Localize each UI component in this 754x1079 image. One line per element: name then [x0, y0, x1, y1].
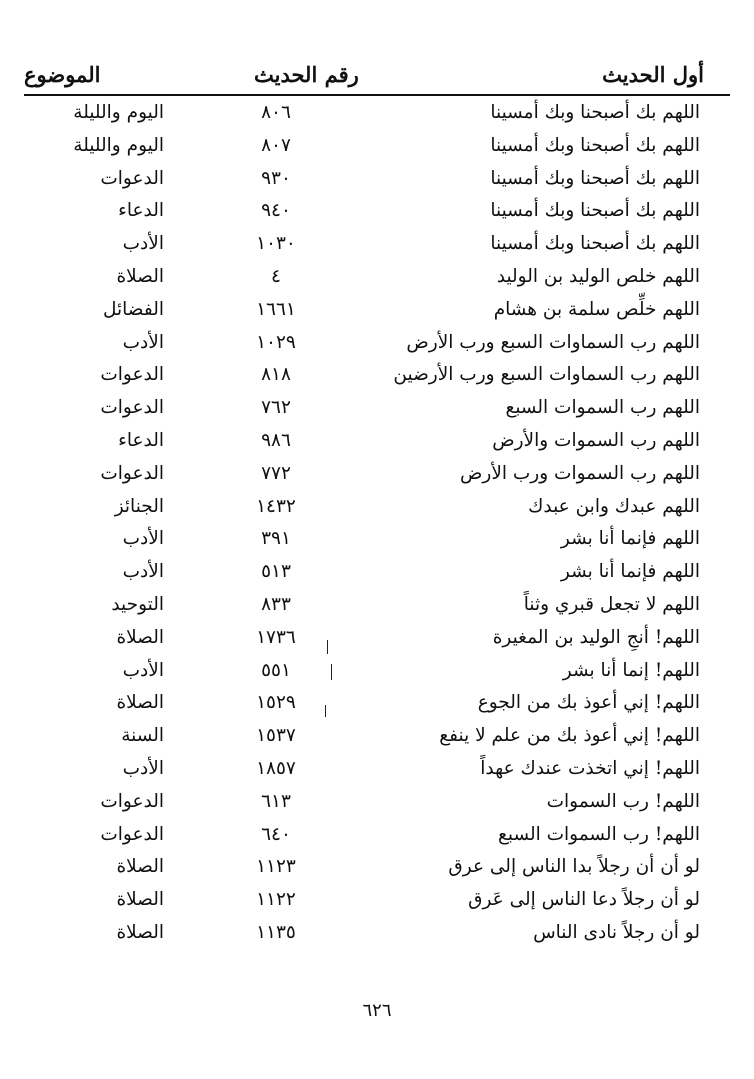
hadith-subject: الصلاة [116, 692, 164, 714]
hadith-number: ٨١٨ [261, 364, 291, 386]
table-row [0, 330, 754, 363]
hadith-subject: الدعوات [100, 167, 164, 189]
scan-mark [331, 664, 332, 680]
header-number: رقم الحديث [254, 62, 359, 87]
hadith-first: اللهم فإنما أنا بشر [560, 528, 700, 550]
hadith-subject: الأدب [122, 331, 164, 353]
scan-mark [325, 705, 326, 717]
hadith-number: ٨٣٣ [261, 593, 291, 615]
table-row [0, 920, 754, 953]
hadith-first: اللهم! إني أعوذ بك من علم لا ينفع [439, 725, 700, 747]
table-row [0, 822, 754, 855]
hadith-subject: الصلاة [116, 921, 164, 943]
hadith-subject: الدعاء [118, 200, 164, 222]
hadith-number: ٨٠٧ [261, 134, 291, 156]
hadith-first: اللهم رب السموات السبع [505, 397, 700, 419]
hadith-subject: الصلاة [116, 265, 164, 287]
table-row [0, 428, 754, 461]
hadith-first: اللهم بك أصبحنا وبك أمسينا [490, 102, 700, 123]
table-row [0, 789, 754, 822]
table-row [0, 133, 754, 166]
table-row [0, 559, 754, 592]
hadith-number: ١١٣٥ [256, 921, 296, 943]
table-row [0, 494, 754, 527]
table-header [24, 60, 730, 96]
table-row [0, 887, 754, 920]
hadith-first: لو أن رجلاً دعا الناس إلى عَرق [468, 889, 700, 911]
hadith-number: ٤ [271, 265, 281, 287]
hadith-first: لو أن رجلاً نادى الناس [533, 921, 700, 943]
hadith-subject: الصلاة [116, 626, 164, 648]
scan-mark [327, 640, 328, 654]
hadith-first: اللهم بك أصبحنا وبك أمسينا [490, 167, 700, 189]
hadith-number: ٦١٣ [261, 790, 291, 812]
hadith-first: اللهم لا تجعل قبري وثناً [523, 593, 700, 615]
table-row [0, 100, 754, 133]
hadith-first: اللهم عبدك وابن عبدك [528, 495, 700, 517]
hadith-number: ١٥٣٧ [256, 725, 296, 747]
table-row [0, 690, 754, 723]
hadith-subject: الجنائز [114, 495, 164, 517]
table-row [0, 166, 754, 199]
hadith-number: ١٥٢٩ [256, 692, 296, 714]
hadith-first: اللهم فإنما أنا بشر [560, 561, 700, 583]
table-row [0, 362, 754, 395]
table-row [0, 756, 754, 789]
hadith-subject: السنة [121, 725, 164, 747]
table-row [0, 395, 754, 428]
hadith-subject: الصلاة [116, 889, 164, 911]
table-row [0, 526, 754, 559]
table-row [0, 723, 754, 756]
index-rows [0, 100, 754, 953]
hadith-number: ٣٩١ [261, 528, 291, 550]
hadith-subject: الأدب [122, 528, 164, 550]
hadith-first: اللهم خلص الوليد بن الوليد [496, 265, 700, 287]
hadith-number: ٨٠٦ [261, 102, 291, 123]
hadith-first: اللهم رب السموات ورب الأرض [460, 462, 700, 484]
hadith-subject: الأدب [122, 233, 164, 255]
hadith-subject: اليوم والليلة [73, 134, 164, 156]
hadith-first: اللهم رب السماوات السبع ورب الأرضين [393, 364, 700, 386]
hadith-first: اللهم! إني أعوذ بك من الجوع [477, 692, 700, 714]
hadith-first: اللهم! رب السموات السبع [498, 823, 700, 845]
table-row [0, 658, 754, 691]
hadith-subject: اليوم والليلة [73, 102, 164, 123]
hadith-first: اللهم! إنما أنا بشر [562, 659, 700, 681]
hadith-first: اللهم! أنجِ الوليد بن المغيرة [492, 626, 700, 648]
hadith-number: ١٠٢٩ [256, 331, 296, 353]
table-row [0, 297, 754, 330]
hadith-number: ١٠٣٠ [256, 233, 296, 255]
hadith-first: اللهم خلِّص سلمة بن هشام [493, 298, 700, 320]
hadith-subject: الصلاة [116, 856, 164, 878]
hadith-number: ٧٧٢ [261, 462, 291, 484]
hadith-number: ١٧٣٦ [256, 626, 296, 648]
hadith-subject: الأدب [122, 659, 164, 681]
table-row [0, 592, 754, 625]
hadith-number: ١٤٣٢ [256, 495, 296, 517]
hadith-number: ٥٥١ [261, 659, 291, 681]
hadith-number: ١٦٦١ [256, 298, 296, 320]
table-row [0, 625, 754, 658]
hadith-number: ١٨٥٧ [256, 757, 296, 779]
hadith-number: ٩٨٦ [261, 429, 291, 451]
header-first: أول الحديث [602, 62, 704, 87]
hadith-subject: الأدب [122, 561, 164, 583]
hadith-number: ٧٦٢ [261, 397, 291, 419]
hadith-first: اللهم بك أصبحنا وبك أمسينا [490, 200, 700, 222]
table-row [0, 198, 754, 231]
hadith-first: اللهم رب السموات والأرض [492, 429, 700, 451]
hadith-subject: الدعاء [118, 429, 164, 451]
table-row [0, 264, 754, 297]
hadith-first: لو أن أن رجلاً بدا الناس إلى عرق [448, 856, 700, 878]
table-row [0, 231, 754, 264]
hadith-first: اللهم بك أصبحنا وبك أمسينا [490, 233, 700, 255]
hadith-number: ٦٤٠ [261, 823, 291, 845]
hadith-number: ٩٤٠ [261, 200, 291, 222]
hadith-subject: الدعوات [100, 364, 164, 386]
header-subject: الموضوع [24, 62, 101, 87]
hadith-subject: الفضائل [103, 298, 164, 320]
hadith-subject: الدعوات [100, 790, 164, 812]
hadith-first: اللهم بك أصبحنا وبك أمسينا [490, 134, 700, 156]
table-row [0, 461, 754, 494]
hadith-first: اللهم! إني اتخذت عندك عهداً [480, 757, 700, 779]
hadith-number: ١١٢٢ [256, 889, 296, 911]
hadith-number: ٥١٣ [261, 561, 291, 583]
hadith-subject: الأدب [122, 757, 164, 779]
hadith-first: اللهم! رب السموات [546, 790, 700, 812]
table-row [0, 854, 754, 887]
hadith-first: اللهم رب السماوات السبع ورب الأرض [406, 331, 700, 353]
hadith-number: ١١٢٣ [256, 856, 296, 878]
hadith-subject: الدعوات [100, 823, 164, 845]
hadith-subject: التوحيد [111, 593, 164, 615]
hadith-subject: الدعوات [100, 397, 164, 419]
hadith-subject: الدعوات [100, 462, 164, 484]
hadith-number: ٩٣٠ [261, 167, 291, 189]
page-number: ٦٢٦ [362, 1000, 392, 1021]
